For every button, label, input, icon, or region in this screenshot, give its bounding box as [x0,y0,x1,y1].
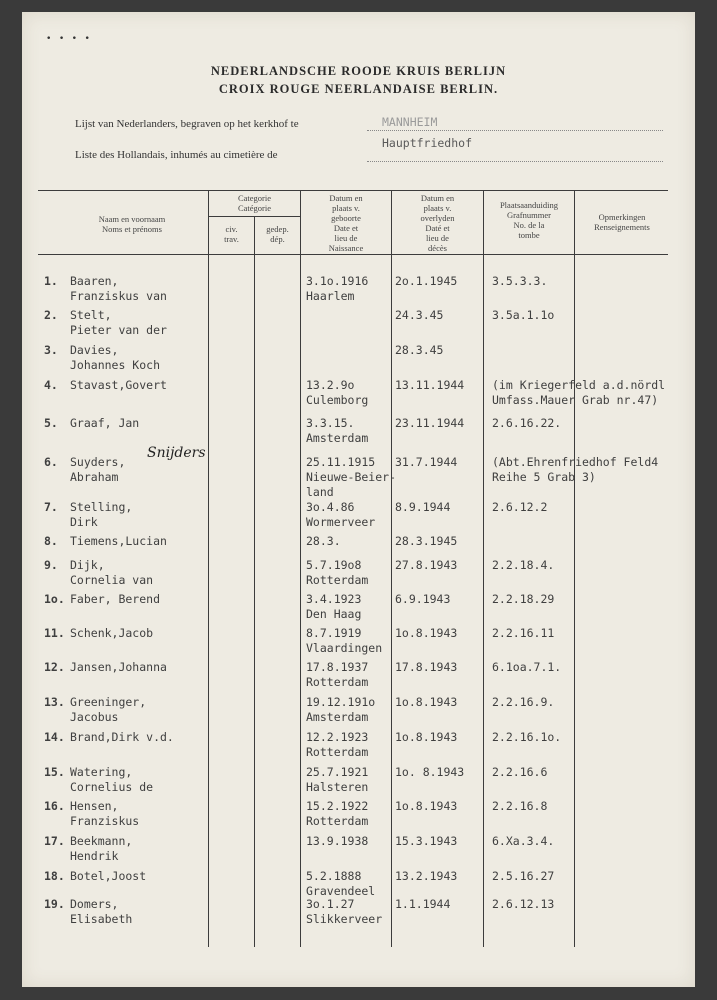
row-grave: 2.2.16.8 [492,799,548,813]
row-number: 7. [44,500,58,514]
row-death: 8.9.1944 [395,500,451,514]
row-name: Schenk,Jacob [70,626,154,640]
row-name: Faber, Berend [70,592,161,606]
row-grave: 2.2.18.4. [492,558,555,572]
table-row [22,592,695,626]
row-grave: (im Kriegerfeld a.d.nördl Umfass.Mauer Grab nr.47) [492,378,666,407]
table-row [22,765,695,799]
row-name: Botel,Joost [70,869,147,883]
row-grave: 2.6.16.22. [492,416,562,430]
row-grave: 3.5.3.3. [492,274,548,288]
row-death: 23.11.1944 [395,416,465,430]
row-birth: 3o.1.27 Slikkerveer [306,897,383,926]
row-birth: 3.4.1923 Den Haag [306,592,362,621]
header-death: Datum en plaats v. overlyden Daté et lieu de décès [420,193,455,253]
header-remarks: Opmerkingen Renseignements [594,212,650,232]
row-death: 1o. 8.1943 [395,765,465,779]
row-number: 4. [44,378,58,392]
row-birth: 5.7.19o8 Rotterdam [306,558,369,587]
table-row [22,378,695,412]
row-name: Tiemens,Lucian [70,534,167,548]
row-number: 8. [44,534,58,548]
row-birth: 25.7.1921 Halsteren [306,765,369,794]
row-grave: 6.1oa.7.1. [492,660,562,674]
table-row [22,308,695,342]
row-name: Watering, Cornelius de [70,765,154,794]
row-grave: 2.5.16.27 [492,869,555,883]
row-birth: 3o.4.86 Wormerveer [306,500,376,529]
row-death: 15.3.1943 [395,834,458,848]
row-number: 19. [44,897,65,911]
row-grave: 2.6.12.2 [492,500,548,514]
handwritten-annotation: Snijders [147,445,206,461]
title-dutch: NEDERLANDSCHE ROODE KRUIS BERLIJN [210,64,507,78]
row-birth: 3.1o.1916 Haarlem [306,274,369,303]
table-row [22,626,695,660]
row-grave: 2.2.16.9. [492,695,555,709]
header-gedep: gedep. dép. [266,224,289,244]
header-birth: Datum en plaats v. geboorte Date et lieu de Naissance [328,193,364,253]
row-number: 11. [44,626,65,640]
row-name: Stelt, Pieter van der [70,308,167,337]
row-birth: 15.2.1922 Rotterdam [306,799,369,828]
row-grave: 2.2.18.29 [492,592,555,606]
row-number: 18. [44,869,65,883]
row-number: 6. [44,455,58,469]
table-row [22,660,695,694]
row-grave: 2.2.16.11 [492,626,555,640]
row-death: 13.2.1943 [395,869,458,883]
table-row [22,730,695,764]
row-death: 1o.8.1943 [395,626,458,640]
list-label-fr: Liste des Hollandais, inhumés au cimetière de [75,149,278,161]
row-grave: 3.5a.1.1o [492,308,555,322]
row-name: Davies, Johannes Koch [70,343,161,372]
row-number: 1. [44,274,58,288]
table-row [22,455,695,499]
header-grave: Plaatsaanduiding Grafnummer No. de la tombe [499,200,559,240]
row-birth: 13.9.1938 [306,834,369,848]
row-death: 6.9.1943 [395,592,451,606]
dotted-line [367,130,663,131]
row-death: 17.8.1943 [395,660,458,674]
row-name: Stelling, Dirk [70,500,133,529]
row-death: 2o.1.1945 [395,274,458,288]
row-number: 2. [44,308,58,322]
list-label-nl: Lijst van Nederlanders, begraven op het kerkhof te [75,118,299,130]
row-number: 14. [44,730,65,744]
table-row [22,500,695,534]
row-death: 1.1.1944 [395,897,451,911]
row-name: Graaf, Jan [70,416,140,430]
row-grave: 6.Xa.3.4. [492,834,555,848]
table-row [22,343,695,377]
row-birth: 25.11.1915 Nieuwe-Beier- land [306,455,397,499]
row-name: Dijk, Cornelia van [70,558,154,587]
header-category: Categorie Catégorie [237,193,272,213]
table-row [22,416,695,450]
document-sheet [22,12,695,987]
row-name: Suyders, Abraham [70,455,126,484]
row-birth: 19.12.191o Amsterdam [306,695,376,724]
row-birth: 28.3. [306,534,341,548]
row-death: 24.3.45 [395,308,444,322]
row-number: 9. [44,558,58,572]
header-name: Naam en voornaam Noms et prénoms [98,214,166,234]
row-birth: 13.2.9o Culemborg [306,378,369,407]
row-grave: (Abt.Ehrenfriedhof Feld4 Reihe 5 Grab 3) [492,455,659,484]
place-stamp: MANNHEIM [382,115,438,129]
row-grave: 2.2.16.6 [492,765,548,779]
row-number: 5. [44,416,58,430]
row-death: 28.3.1945 [395,534,458,548]
row-name: Brand,Dirk v.d. [70,730,174,744]
row-birth: 17.8.1937 Rotterdam [306,660,369,689]
row-death: 1o.8.1943 [395,695,458,709]
row-number: 15. [44,765,65,779]
row-death: 31.7.1944 [395,455,458,469]
row-name: Baaren, Franziskus van [70,274,167,303]
corner-mark: • • • • [46,34,91,44]
header-civ: civ. trav. [224,224,239,244]
table-row [22,897,695,931]
table-row [22,834,695,868]
row-death: 1o.8.1943 [395,799,458,813]
row-name: Beekmann, Hendrik [70,834,133,863]
row-birth: 5.2.1888 Gravendeel [306,869,376,898]
row-name: Domers, Elisabeth [70,897,133,926]
table-row [22,274,695,308]
row-number: 13. [44,695,65,709]
table-row [22,558,695,592]
row-name: Hensen, Franziskus [70,799,140,828]
row-name: Greeninger, Jacobus [70,695,147,724]
title-french: CROIX ROUGE NEERLANDAISE BERLIN. [218,82,499,96]
dotted-line [367,161,663,162]
row-birth: 8.7.1919 Vlaardingen [306,626,383,655]
row-number: 17. [44,834,65,848]
category-sub-rule [208,216,300,217]
table-row [22,799,695,833]
row-death: 13.11.1944 [395,378,465,392]
table-row [22,695,695,729]
row-name: Jansen,Johanna [70,660,167,674]
row-number: 12. [44,660,65,674]
row-birth: 3.3.15. Amsterdam [306,416,369,445]
row-death: 1o.8.1943 [395,730,458,744]
row-death: 28.3.45 [395,343,444,357]
row-birth: 12.2.1923 Rotterdam [306,730,369,759]
row-number: 16. [44,799,65,813]
row-death: 27.8.1943 [395,558,458,572]
cemetery-name: Hauptfriedhof [382,136,473,150]
row-name: Stavast,Govert [70,378,167,392]
row-number: 1o. [44,592,65,606]
row-grave: 2.6.12.13 [492,897,555,911]
row-number: 3. [44,343,58,357]
row-grave: 2.2.16.1o. [492,730,562,744]
